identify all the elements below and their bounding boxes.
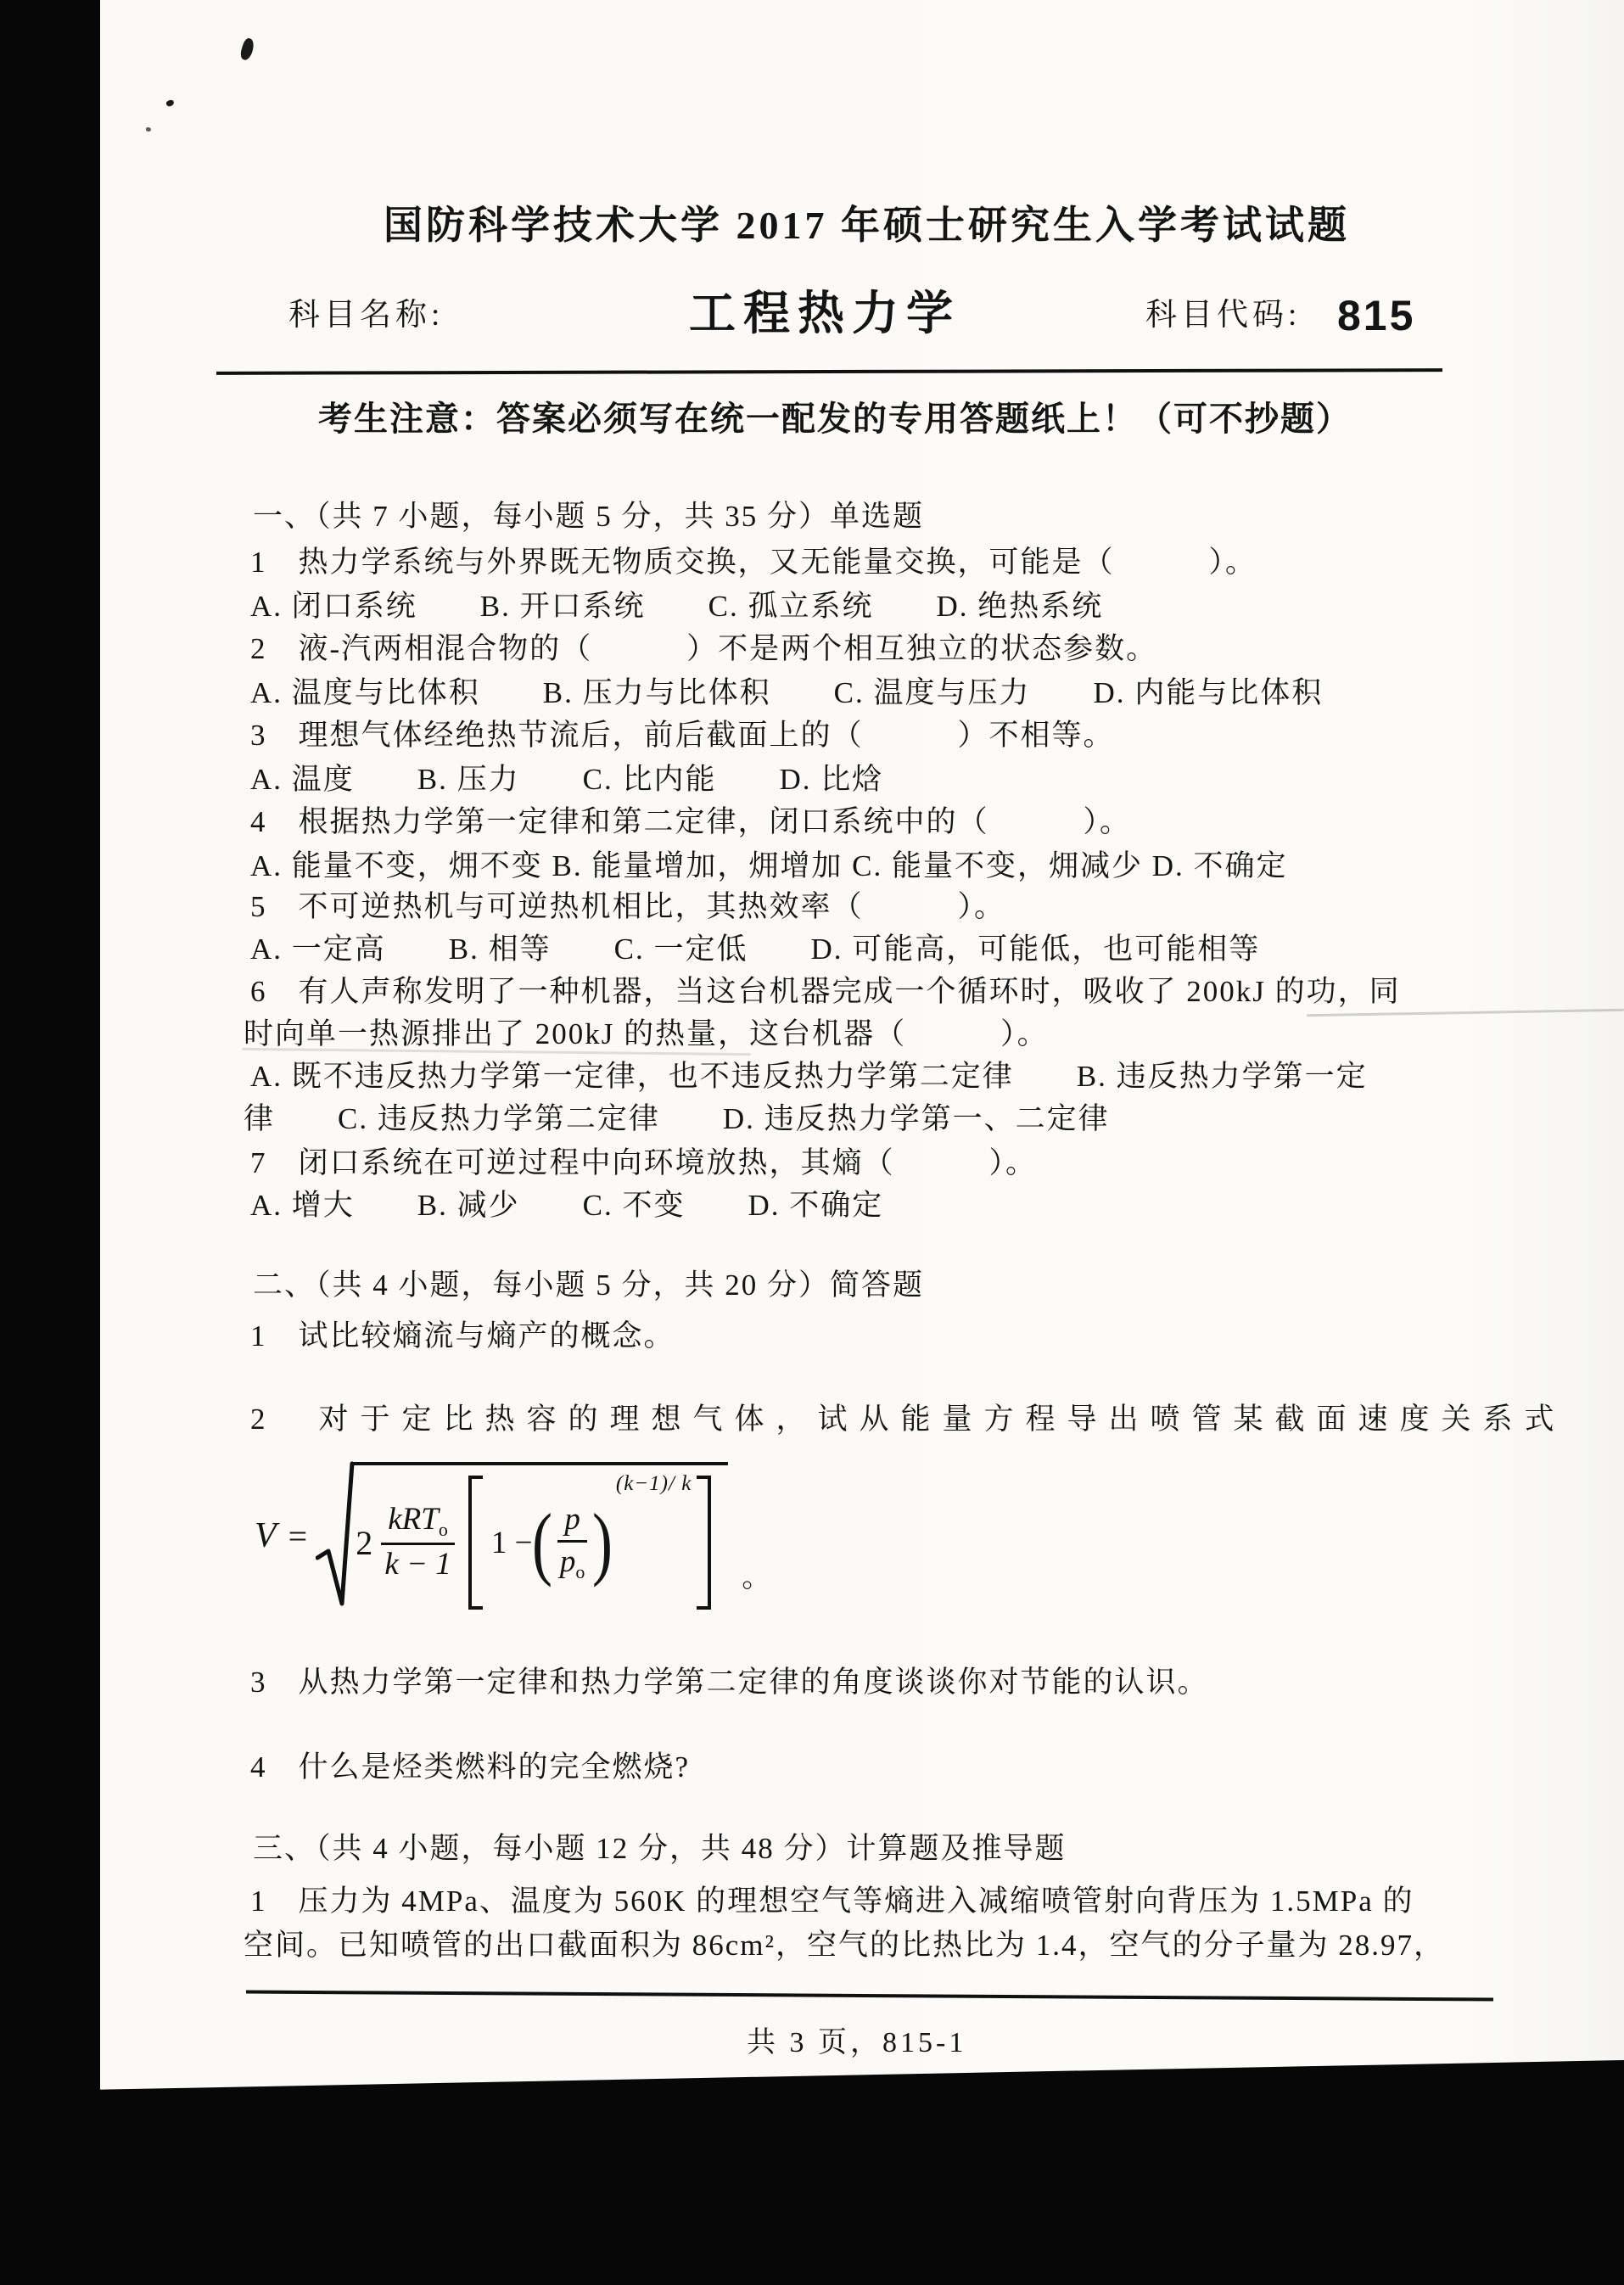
question-5: 5 不可逆热机与可逆热机相比，其热效率（ ）。: [250, 890, 1006, 923]
section-2-question-1: 1 试比较熵流与熵产的概念。: [250, 1319, 675, 1353]
subject-name-value: 工程热力学: [689, 287, 961, 339]
question-5-options: A. 一定高 B. 相等 C. 一定低 D. 可能高，可能低，也可能相等: [250, 932, 1261, 966]
scan-black-edge-left: [0, 0, 100, 2285]
pressure-ratio-denominator: [560, 1543, 585, 1582]
section-2-header: 二、（共 4 小题，每小题 5 分，共 20 分）简答题: [253, 1269, 925, 1302]
formula-denominator: k − 1: [384, 1547, 451, 1582]
formula-numerator-symbols: kRT: [388, 1502, 439, 1537]
question-3: 3 理想气体经绝热节流后，前后截面上的（ ）不相等。: [250, 719, 1115, 752]
question-1: 1 热力学系统与外界既无物质交换，又无能量交换，可能是（ ）。: [250, 546, 1257, 579]
section-2-question-4: 4 什么是烃类燃料的完全燃烧?: [250, 1750, 691, 1784]
exam-title: 国防科学技术大学 2017 年硕士研究生入学考试试题: [384, 204, 1350, 247]
formula-one-minus: 1 −: [490, 1525, 533, 1560]
pressure-ratio-numerator: p: [557, 1503, 587, 1543]
scan-artifact: [1307, 1009, 1624, 1017]
page-footer: 共 3 页，815-1: [747, 2027, 967, 2058]
formula-radicand: [350, 1462, 728, 1610]
header-divider-rule: [216, 368, 1442, 375]
right-square-bracket: [697, 1476, 711, 1610]
formula-numerator-subscript: o: [438, 1519, 448, 1541]
formula-lhs-variable: V: [255, 1516, 277, 1555]
ink-speck: [238, 37, 255, 62]
question-7: 7 闭口系统在可逆过程中向环境放热，其熵（ ）。: [250, 1146, 1038, 1179]
question-2-options: A. 温度与比体积 B. 压力与比体积 C. 温度与压力 D. 内能与比体积: [250, 676, 1324, 709]
formula-terminator: 。: [742, 1562, 771, 1593]
formula-pressure-ratio-fraction: [557, 1503, 587, 1582]
subject-code-value: 815: [1337, 292, 1416, 339]
question-7-options: A. 增大 B. 减少 C. 不变 D. 不确定: [250, 1189, 884, 1222]
subject-name-label: 科目名称:: [288, 298, 445, 333]
formula-equals-sign: =: [288, 1516, 308, 1555]
scan-black-edge-bottom: [0, 2060, 1624, 2285]
footer-divider-rule: [246, 1991, 1493, 2002]
question-2: 2 液-汽两相混合物的（ ）不是两个相互独立的状态参数。: [250, 632, 1158, 665]
section-3-header: 三、（共 4 小题，每小题 12 分，共 48 分）计算题及推导题: [253, 1832, 1067, 1865]
pressure-subscript: o: [575, 1560, 585, 1582]
section-2-question-2: 2 对于定比热容的理想气体，试从能量方程导出喷管某截面速度关系式: [250, 1403, 1566, 1436]
question-6-options-line1: A. 既不违反热力学第一定律，也不违反热力学第二定律 B. 违反热力学第一定: [250, 1060, 1368, 1093]
section-1-header: 一、（共 7 小题，每小题 5 分，共 35 分）单选题: [253, 500, 925, 533]
section-3-question-1-line1: 1 压力为 4MPa、温度为 560K 的理想空气等熵进入减缩喷管射向背压为 1.5MPa 的: [250, 1885, 1414, 1918]
question-4-options: A. 能量不变，㶲不变 B. 能量增加，㶲增加 C. 能量不变，㶲减少 D. 不确定: [250, 849, 1288, 882]
velocity-formula: [255, 1461, 770, 1610]
square-root-radical: [316, 1461, 355, 1610]
ink-speck: [146, 127, 151, 132]
question-1-options: A. 闭口系统 B. 开口系统 C. 孤立系统 D. 绝热系统: [250, 590, 1104, 623]
formula-main-fraction: [381, 1503, 455, 1582]
section-2-question-3: 3 从热力学第一定律和热力学第二定律的角度谈谈你对节能的认识。: [250, 1666, 1209, 1699]
question-6-line2: 时向单一热源排出了 200kJ 的热量，这台机器（ ）。: [244, 1017, 1049, 1050]
pressure-symbol: p: [559, 1543, 576, 1579]
subject-code-label: 科目代码:: [1145, 298, 1302, 333]
left-parenthesis: (: [532, 1497, 553, 1588]
question-6-options-line2: 律 C. 违反热力学第二定律 D. 违反热力学第一、二定律: [244, 1102, 1110, 1135]
right-parenthesis: ): [591, 1497, 613, 1588]
formula-coefficient: 2: [356, 1523, 373, 1562]
formula-exponent: (k−1)/ k: [615, 1472, 692, 1495]
section-3-question-1-line2: 空间。已知喷管的出口截面积为 86cm²，空气的比热比为 1.4，空气的分子量为 28.97，: [244, 1929, 1446, 1962]
ink-speck: [165, 98, 175, 108]
formula-numerator: [381, 1503, 455, 1545]
question-4: 4 根据热力学第一定律和第二定律，闭口系统中的（ ）。: [250, 805, 1132, 838]
question-6-line1: 6 有人声称发明了一种机器，当这台机器完成一个循环时，吸收了 200kJ 的功，同: [250, 975, 1401, 1008]
left-square-bracket: [468, 1476, 483, 1610]
candidate-notice: 考生注意：答案必须写在统一配发的专用答题纸上！（可不抄题）: [318, 400, 1352, 438]
question-3-options: A. 温度 B. 压力 C. 比内能 D. 比焓: [250, 763, 884, 796]
